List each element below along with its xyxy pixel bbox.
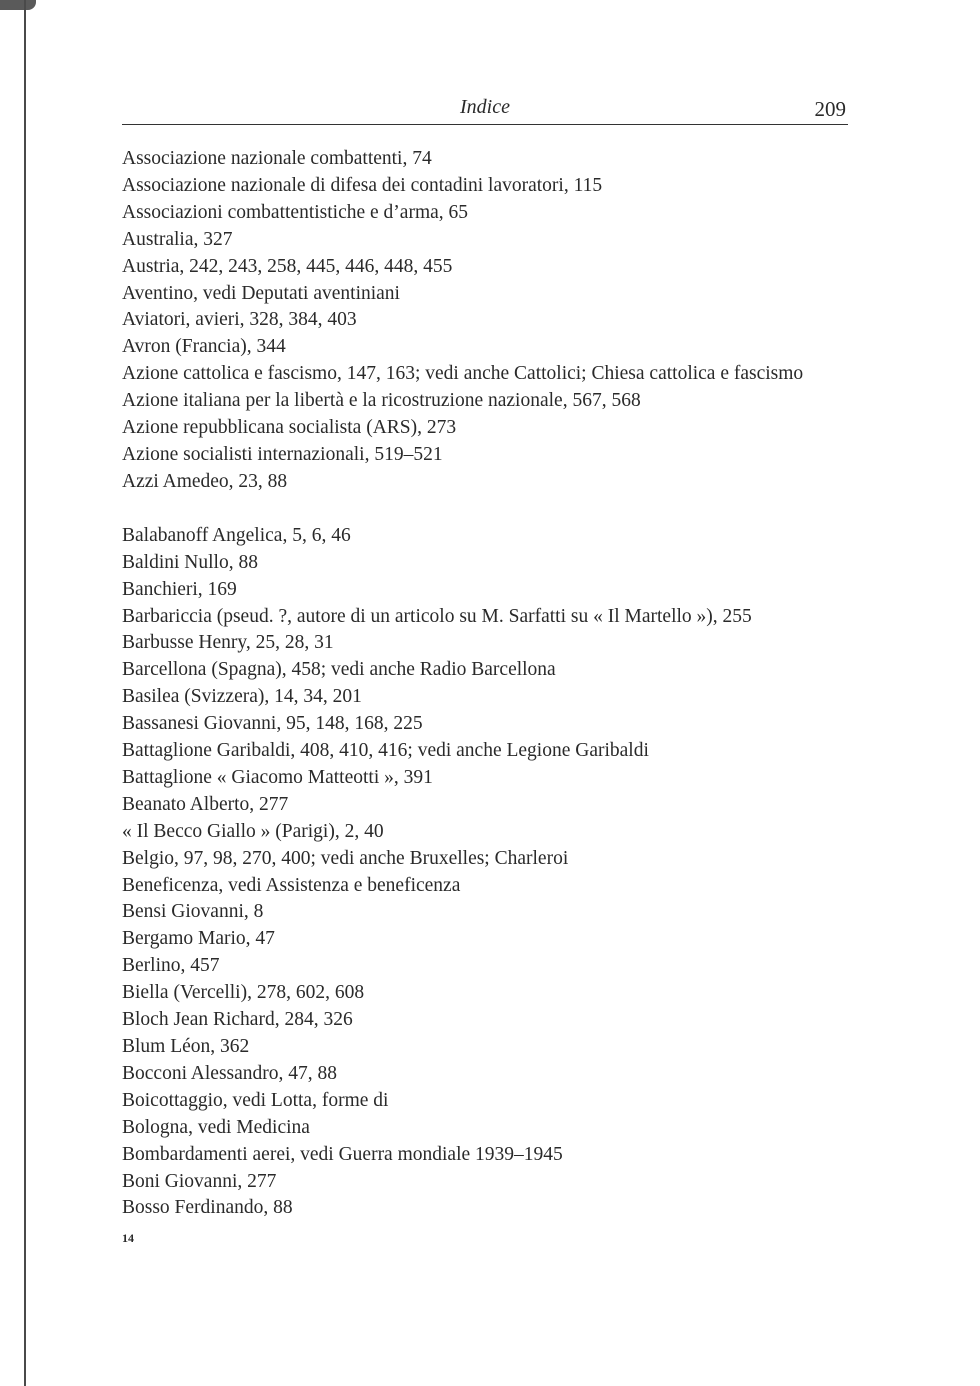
signature-mark: 14 [122,1231,134,1245]
index-entry: Bloch Jean Richard, 284, 326 [122,1009,353,1031]
index-entry: Battaglione « Giacomo Matteotti », 391 [122,766,433,788]
page-corner-mark [0,0,36,10]
index-entry: Azione socialisti internazionali, 519–521 [122,443,443,465]
index-entry: Blum Léon, 362 [122,1036,250,1057]
binding-edge-line [24,0,26,1386]
index-entry: Barbariccia (pseud. ?, autore di un articolo su M. Sarfatti su « Il Martello »), 255 [122,605,752,627]
index-entry: Barbusse Henry, 25, 28, 31 [122,632,334,654]
page-header [122,96,848,124]
index-entry: Associazioni combattentistiche e d’arma, 65 [122,201,469,223]
index-entry: Azione cattolica e fascismo, 147, 163; vedi anche Cattolici; Chiesa cattolica e fascismo [122,363,804,385]
index-entry: Baldini Nullo, 88 [122,551,258,573]
index-entry: Bergamo Mario, 47 [122,928,275,950]
index-entry: Australia, 327 [122,228,233,250]
index-entry: Battaglione Garibaldi, 408, 410, 416; vedi anche Legione Garibaldi [122,740,649,762]
index-entry: Bologna, vedi Medicina [122,1116,310,1138]
index-entry: Berlino, 457 [122,955,220,977]
index-entry: Bassanesi Giovanni, 95, 148, 168, 225 [122,713,423,735]
index-entry: Bocconi Alessandro, 47, 88 [122,1062,338,1084]
index-entry: « Il Becco Giallo » (Parigi), 2, 40 [122,820,384,842]
index-entry: Barcellona (Spagna), 458; vedi anche Radio Barcellona [122,659,556,681]
index-entry: Azione repubblicana socialista (ARS), 273 [122,417,457,439]
index-entry: Bombardamenti aerei, vedi Guerra mondiale 1939–1945 [122,1143,563,1165]
index-entry: Associazione nazionale di difesa dei contadini lavoratori, 115 [122,174,603,196]
page-number: 209 [814,97,846,121]
index-entry: Azzi Amedeo, 23, 88 [122,470,288,492]
index-entry: Associazione nazionale combattenti, 74 [122,148,432,169]
index-entries [122,146,862,1222]
index-entry: Bensi Giovanni, 8 [122,901,264,923]
index-entry: Aviatori, avieri, 328, 384, 403 [122,309,357,331]
index-entry: Beanato Alberto, 277 [122,793,289,815]
index-entry: Avron (Francia), 344 [122,336,286,358]
index-entry: Balabanoff Angelica, 5, 6, 46 [122,524,351,546]
index-entry: Aventino, vedi Deputati aventiniani [122,282,400,304]
header-rule [122,124,848,125]
index-entry: Banchieri, 169 [122,578,237,600]
index-entry: Boicottaggio, vedi Lotta, forme di [122,1089,389,1111]
index-entry: Basilea (Svizzera), 14, 34, 201 [122,686,362,708]
index-entry: Belgio, 97, 98, 270, 400; vedi anche Bruxelles; Charleroi [122,847,569,869]
index-entry: Boni Giovanni, 277 [122,1170,277,1192]
index-entry: Beneficenza, vedi Assistenza e beneficenza [122,874,461,896]
running-head-title: Indice [460,96,510,118]
index-entry: Azione italiana per la libertà e la ricostruzione nazionale, 567, 568 [122,390,641,412]
index-entry: Bosso Ferdinando, 88 [122,1197,293,1219]
index-entry: Austria, 242, 243, 258, 445, 446, 448, 455 [122,255,453,277]
index-entry: Biella (Vercelli), 278, 602, 608 [122,982,365,1004]
